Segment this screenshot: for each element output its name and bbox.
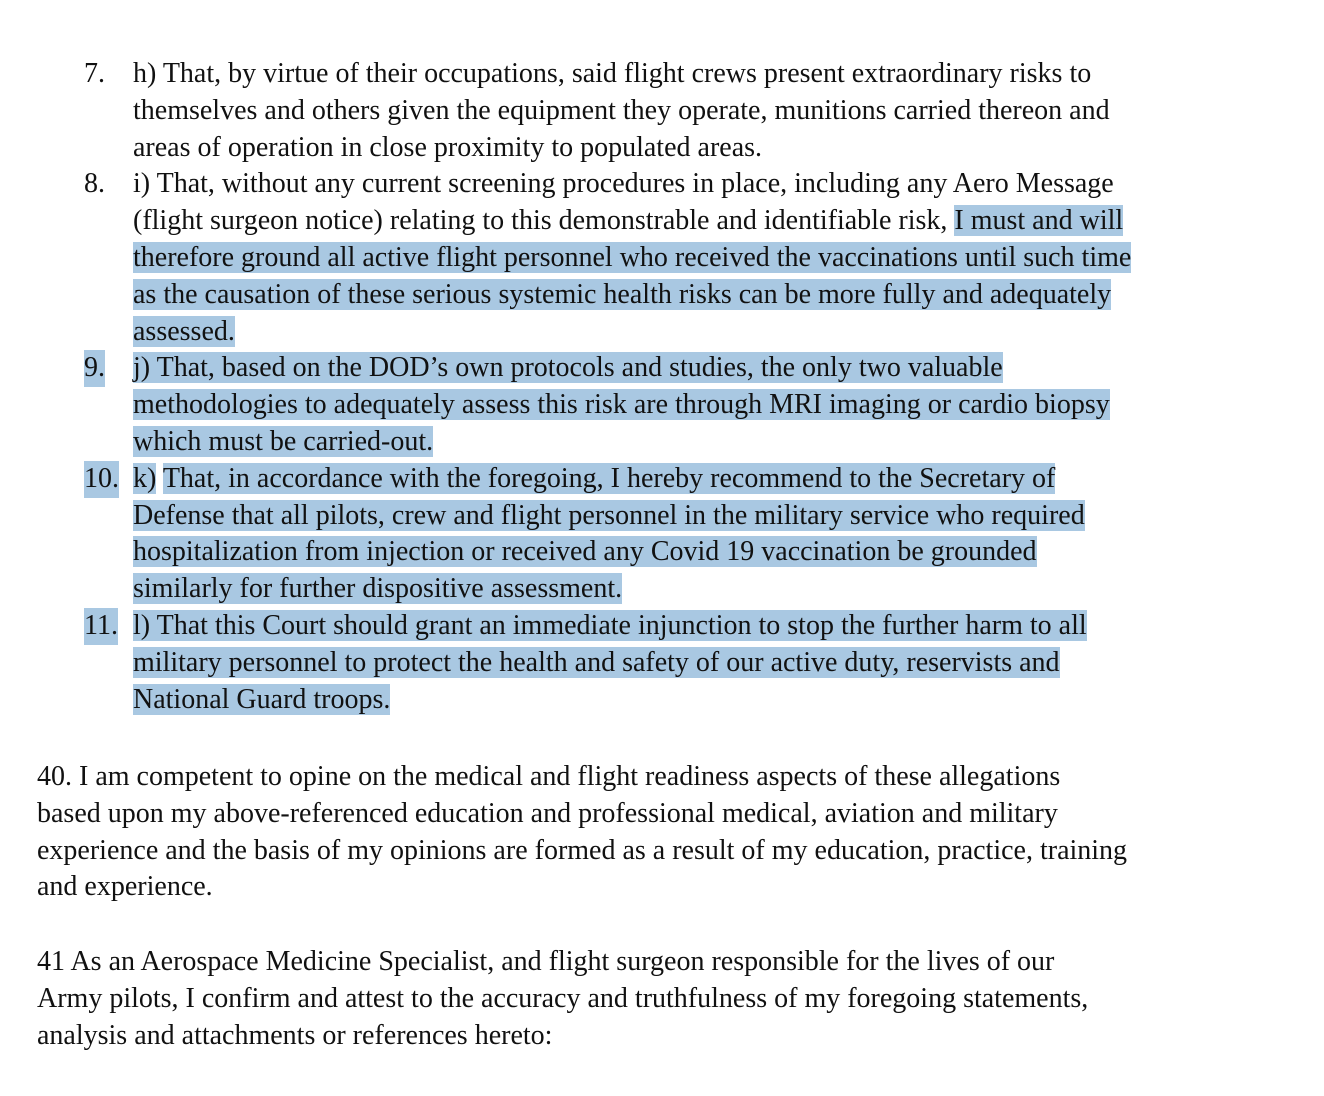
highlighted-text: That, in accordance with the foregoing, I hereby recommend to the Secretary of xyxy=(162,462,1056,494)
highlighted-text: as the causation of these serious systemic health risks can be more fully and adequately xyxy=(133,278,1112,310)
list-item-line xyxy=(133,387,1110,424)
list-item-line xyxy=(133,314,235,351)
paragraph-40-line: and experience. xyxy=(37,871,213,903)
list-item-line xyxy=(133,571,622,608)
list-item-line xyxy=(133,130,762,167)
list-item-number: 11. xyxy=(84,608,118,645)
highlighted-text: j) xyxy=(133,352,157,384)
list-item-line xyxy=(133,682,390,719)
text-segment: h) That, by virtue of their occupations, said flight crews present extraordinary risks to xyxy=(133,58,1092,89)
highlighted-text: assessed. xyxy=(133,315,235,347)
text-segment: (flight surgeon notice) relating to this demonstrable and identifiable risk, xyxy=(133,205,955,237)
highlighted-text: That, based on the DOD’s own protocols and studies, the only two valuable xyxy=(156,352,1003,384)
list-item-line xyxy=(133,166,1114,203)
paragraph-41-line: 41 As an Aerospace Medicine Specialist, and flight surgeon responsible for the lives of our xyxy=(37,946,1055,977)
highlighted-text: which must be carried-out. xyxy=(133,426,434,457)
highlighted-text: l) That this Court should grant an immediate injunction to stop the further harm to all xyxy=(133,610,1087,641)
highlighted-text: hospitalization from injection or received any Covid 19 vaccination be grounded xyxy=(133,536,1037,568)
highlighted-text: k) xyxy=(133,462,157,494)
list-item-number: 10. xyxy=(84,461,119,498)
list-item-line xyxy=(133,424,433,461)
highlighted-text: Defense that all pilots, crew and flight personnel in the military service who required xyxy=(133,499,1085,531)
list-item-line xyxy=(133,608,1087,645)
paragraph-40-line: based upon my above-referenced education and professional medical, aviation and military xyxy=(37,797,1058,829)
list-item-line xyxy=(133,498,1085,535)
highlighted-text: military personnel to protect the health and safety of our active duty, reservists and xyxy=(133,646,1060,678)
list-item-number: 9. xyxy=(84,350,105,387)
paragraph-40-line: experience and the basis of my opinions are formed as a result of my education, practice, training xyxy=(37,834,1128,866)
list-item-line xyxy=(133,203,1123,240)
highlighted-text: I must and will xyxy=(954,205,1124,237)
text-segment xyxy=(156,463,163,494)
list-item-line xyxy=(133,56,1091,93)
list-item-line xyxy=(133,645,1060,682)
text-segment: areas of operation in close proximity to populated areas. xyxy=(133,131,763,163)
list-item-line xyxy=(133,461,1055,498)
list-item-line xyxy=(133,277,1111,314)
text-segment: i) That, without any current screening procedures in place, including any Aero Message xyxy=(133,168,1114,200)
paragraph-40-line: 40. I am competent to opine on the medical and flight readiness aspects of these allegations xyxy=(37,761,1061,792)
paragraph-41-line: analysis and attachments or references hereto: xyxy=(37,1019,553,1051)
list-item-line xyxy=(133,240,1131,277)
highlighted-text: therefore ground all active flight personnel who received the vaccinations until such time xyxy=(133,242,1132,273)
list-item-number: 7. xyxy=(84,58,105,89)
list-item-line xyxy=(133,534,1037,571)
highlighted-text: National Guard troops. xyxy=(133,683,391,715)
list-item-line xyxy=(133,93,1110,130)
highlighted-text: methodologies to adequately assess this risk are through MRI imaging or cardio biopsy xyxy=(133,389,1110,421)
list-item-number: 8. xyxy=(84,168,105,200)
paragraph-41-line: Army pilots, I confirm and attest to the accuracy and truthfulness of my foregoing statements, xyxy=(37,982,1089,1014)
text-segment: themselves and others given the equipment they operate, munitions carried thereon and xyxy=(133,94,1110,126)
highlighted-text: similarly for further dispositive assessment. xyxy=(133,573,623,605)
list-item-line xyxy=(133,350,1003,387)
